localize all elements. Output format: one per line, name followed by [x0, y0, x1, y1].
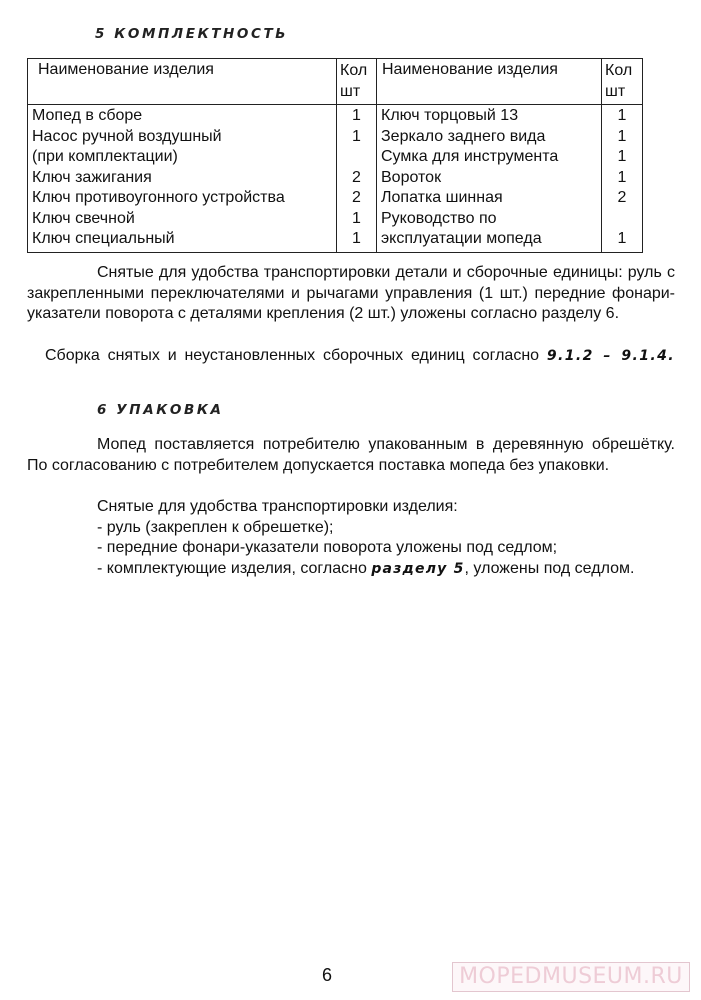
- item-qty-right: 1: [602, 147, 643, 168]
- header-name-right: Наименование изделия: [377, 59, 602, 105]
- item-qty-left: 1: [337, 105, 377, 127]
- header-name-left: Наименование изделия: [28, 59, 337, 105]
- item-qty-right: 2: [602, 188, 643, 209]
- item-qty-right: 1: [602, 168, 643, 189]
- item-name-left: Мопед в сборе: [28, 105, 337, 127]
- item-name-left: Ключ специальный: [28, 229, 337, 252]
- section-6-list: [27, 497, 675, 579]
- header-qty-left: Кол шт: [337, 59, 377, 105]
- table-row: [28, 168, 643, 189]
- list-intro: Снятые для удобства транспортировки изделия:: [97, 498, 458, 515]
- item-name-right: Лопатка шинная: [377, 188, 602, 209]
- page-number: 6: [322, 965, 333, 985]
- item-qty-right: 1: [602, 229, 643, 252]
- item-name-right: Вороток: [377, 168, 602, 189]
- completeness-table: [27, 58, 643, 253]
- item-qty-left: 2: [337, 188, 377, 209]
- item-name-left: Ключ свечной: [28, 209, 337, 230]
- table-row: [28, 147, 643, 168]
- table-row: [28, 105, 643, 127]
- item-name-left: Ключ противоугонного устройства: [28, 188, 337, 209]
- item-name-left: Насос ручной воздушный: [28, 127, 337, 148]
- table-row: [28, 209, 643, 230]
- item-qty-left: [337, 147, 377, 168]
- list-item: - передние фонари-указатели поворота уложены под седлом;: [97, 539, 558, 557]
- section-6-title: 6 УПАКОВКА: [97, 402, 224, 418]
- table-row: [28, 229, 643, 252]
- table-header-row: [28, 59, 643, 105]
- item-name-right: Ключ торцовый 13: [377, 105, 602, 127]
- section-6-paragraph-1: Мопед поставляется потребителю упакованным в деревянную обрешётку. По согласованию с потребителем допускается поставка мопеда без упаковки.: [27, 436, 675, 474]
- header-qty-right: Кол шт: [602, 59, 643, 105]
- table-row: [28, 188, 643, 209]
- item-name-right: Руководство по: [377, 209, 602, 230]
- table-row: [28, 127, 643, 148]
- section-5-paragraph-1: Снятые для удобства транспортировки детали и сборочные единицы: руль с закрепленными переключателями и рычагами управления (1 шт.) передние фонари-указатели поворота с деталями крепления (2 шт.) уложены согласно разделу 6.: [27, 264, 675, 323]
- section-reference: 9.1.2 – 9.1.4.: [546, 348, 675, 364]
- list-item: - комплектующие изделия, согласно разделу 5, уложены под седлом.: [97, 559, 635, 577]
- item-name-right: эксплуатации мопеда: [377, 229, 602, 252]
- item-name-left: Ключ зажигания: [28, 168, 337, 189]
- section-reference: разделу 5: [371, 560, 465, 577]
- item-qty-right: [602, 209, 643, 230]
- item-qty-left: 1: [337, 209, 377, 230]
- section-5-title: 5 КОМПЛЕКТНОСТЬ: [95, 26, 289, 42]
- item-qty-left: 2: [337, 168, 377, 189]
- item-name-right: Сумка для инструмента: [377, 147, 602, 168]
- watermark: MOPEDMUSEUM.RU: [452, 962, 690, 992]
- item-qty-left: 1: [337, 127, 377, 148]
- item-name-right: Зеркало заднего вида: [377, 127, 602, 148]
- item-name-left: (при комплектации): [28, 147, 337, 168]
- item-qty-right: 1: [602, 105, 643, 127]
- section-5-paragraph-2: Сборка снятых и неустановленных сборочных единиц согласно 9.1.2 – 9.1.4.: [45, 347, 675, 364]
- item-qty-right: 1: [602, 127, 643, 148]
- item-qty-left: 1: [337, 229, 377, 252]
- list-item: - руль (закреплен к обрешетке);: [97, 518, 334, 536]
